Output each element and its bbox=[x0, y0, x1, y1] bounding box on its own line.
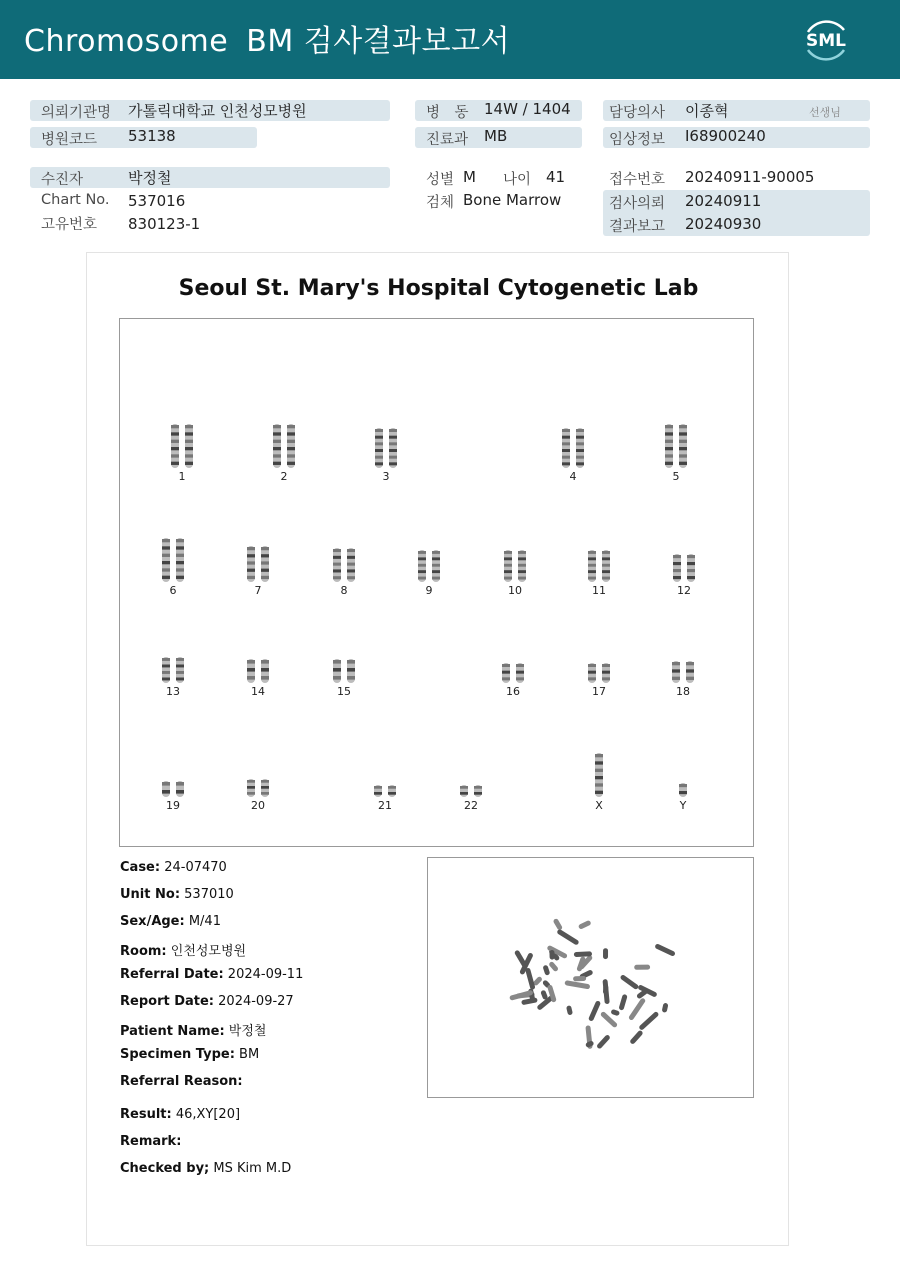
chromosome-pair-7 bbox=[236, 544, 280, 584]
report-field bbox=[120, 1134, 181, 1149]
report-field-label: Referral Date: bbox=[120, 967, 224, 982]
report-field-label: Case: bbox=[120, 860, 161, 875]
karyogram-panel bbox=[119, 318, 754, 847]
chromosome-pair-5 bbox=[654, 422, 698, 470]
report-field-label: Remark: bbox=[120, 1134, 182, 1149]
report-field-label: Result: bbox=[120, 1107, 172, 1122]
report-field bbox=[120, 940, 246, 959]
hospital-code-label: 병원코드 bbox=[41, 132, 98, 148]
chromosome-pair-18 bbox=[661, 659, 705, 685]
chromosome-pair-17 bbox=[577, 661, 621, 685]
age-value: 41 bbox=[546, 168, 566, 186]
hospital-code-value: 53138 bbox=[128, 127, 176, 145]
chromosome-pair-Y bbox=[661, 781, 705, 799]
dept-value: MB bbox=[484, 127, 508, 145]
chromosome-label-14: 14 bbox=[251, 685, 265, 698]
chart-label: Chart No. bbox=[41, 192, 110, 208]
unique-value: 830123-1 bbox=[128, 215, 201, 233]
report-field bbox=[120, 914, 221, 929]
chromosome-pair-1 bbox=[160, 422, 204, 470]
clinical-label: 임상정보 bbox=[609, 132, 666, 148]
report-title bbox=[24, 16, 510, 60]
chromosome-label-21: 21 bbox=[378, 799, 392, 812]
chromosome-pair-21 bbox=[363, 783, 407, 799]
chromosome-label-10: 10 bbox=[508, 584, 522, 597]
doctor-value: 이종혁 bbox=[685, 102, 729, 120]
report-field bbox=[120, 1074, 243, 1089]
report-field bbox=[120, 1047, 259, 1062]
chromosome-label-13: 13 bbox=[166, 685, 180, 698]
report-field-label: Specimen Type: bbox=[120, 1047, 235, 1062]
lab-title: Seoul St. Mary's Hospital Cytogenetic Lab bbox=[178, 276, 699, 301]
report-field-value: BM bbox=[234, 1047, 260, 1062]
chart-value: 537016 bbox=[128, 192, 186, 210]
clinical-value: I68900240 bbox=[685, 127, 766, 145]
institution-value: 가톨릭대학교 인천성모병원 bbox=[128, 102, 307, 120]
chromosome-label-1: 1 bbox=[178, 470, 186, 483]
chromosome-label-18: 18 bbox=[676, 685, 690, 698]
chromosome-label-22: 22 bbox=[464, 799, 478, 812]
chromosome-pair-15 bbox=[322, 657, 366, 685]
metaphase-image bbox=[428, 858, 755, 1099]
specimen-label: 검체 bbox=[426, 195, 455, 211]
chromosome-label-5: 5 bbox=[672, 470, 680, 483]
request-value: 20240911 bbox=[685, 192, 762, 210]
chromosome-label-12: 12 bbox=[677, 584, 691, 597]
patient-value: 박정철 bbox=[128, 169, 172, 187]
svg-text:SML: SML bbox=[806, 31, 846, 51]
report-field bbox=[120, 1161, 291, 1176]
doctor-label: 담당의사 bbox=[609, 105, 666, 121]
report-field bbox=[120, 967, 303, 982]
report-date-value: 20240930 bbox=[685, 215, 762, 233]
specimen-value: Bone Marrow bbox=[463, 191, 562, 209]
report-field-label: Room: bbox=[120, 944, 167, 959]
chromosome-label-11: 11 bbox=[592, 584, 606, 597]
chromosome-label-6: 6 bbox=[169, 584, 177, 597]
report-field-value: 46,XY[20] bbox=[171, 1107, 241, 1122]
chromosome-label-9: 9 bbox=[425, 584, 433, 597]
report-field-value: MS Kim M.D bbox=[209, 1161, 292, 1176]
institution-label: 의뢰기관명 bbox=[41, 105, 112, 121]
unique-label: 고유번호 bbox=[41, 217, 98, 233]
chromosome-pair-6 bbox=[151, 536, 195, 584]
report-field-value: M/41 bbox=[184, 914, 221, 929]
report-date-label: 결과보고 bbox=[609, 219, 666, 235]
report-field-value: 24-07470 bbox=[160, 860, 227, 875]
chromosome-pair-9 bbox=[407, 548, 451, 584]
chromosome-pair-10 bbox=[493, 548, 537, 584]
chromosome-label-X: X bbox=[595, 799, 603, 812]
doctor-suffix: 선생님 bbox=[809, 106, 841, 119]
chromosome-label-15: 15 bbox=[337, 685, 351, 698]
report-field-label: Checked by; bbox=[120, 1161, 210, 1176]
chromosome-pair-2 bbox=[262, 422, 306, 470]
chromosome-label-7: 7 bbox=[254, 584, 262, 597]
chromosome-pair-4 bbox=[551, 426, 595, 470]
patient-row bbox=[30, 167, 390, 188]
request-label: 검사의뢰 bbox=[609, 196, 666, 212]
chromosome-pair-11 bbox=[577, 548, 621, 584]
chromosome-label-20: 20 bbox=[251, 799, 265, 812]
report-field-value: 537010 bbox=[180, 887, 234, 902]
patient-label: 수진자 bbox=[41, 172, 84, 188]
report-field bbox=[120, 1020, 266, 1039]
age-label: 나이 bbox=[503, 172, 532, 188]
chromosome-label-4: 4 bbox=[569, 470, 577, 483]
chromosome-pair-13 bbox=[151, 655, 195, 685]
sex-label: 성별 bbox=[426, 172, 455, 188]
receipt-value: 20240911-90005 bbox=[685, 168, 815, 186]
report-field-value: 박정철 bbox=[224, 1024, 267, 1039]
report-field-label: Referral Reason: bbox=[120, 1074, 243, 1089]
report-field bbox=[120, 1107, 240, 1122]
report-field bbox=[120, 887, 234, 902]
chromosome-label-16: 16 bbox=[506, 685, 520, 698]
header-bar bbox=[0, 0, 900, 79]
report-field bbox=[120, 860, 227, 875]
metaphase-spread bbox=[427, 857, 754, 1098]
ward-value: 14W / 1404 bbox=[484, 100, 571, 118]
chromosome-pair-20 bbox=[236, 777, 280, 799]
chromosome-pair-X bbox=[577, 751, 621, 799]
chromosome-pair-8 bbox=[322, 546, 366, 584]
chromosome-pair-19 bbox=[151, 779, 195, 799]
report-field bbox=[120, 994, 294, 1009]
report-field-label: Sex/Age: bbox=[120, 914, 185, 929]
chromosome-label-8: 8 bbox=[340, 584, 348, 597]
chromosome-pair-14 bbox=[236, 657, 280, 685]
title-sub: BM 검사결과보고서 bbox=[246, 24, 511, 59]
title-main: Chromosome bbox=[24, 24, 229, 59]
sex-value: M bbox=[463, 168, 476, 186]
chromosome-label-17: 17 bbox=[592, 685, 606, 698]
chromosome-label-Y: Y bbox=[679, 799, 687, 812]
chromosome-label-3: 3 bbox=[382, 470, 390, 483]
report-field-value: 2024-09-11 bbox=[223, 967, 304, 982]
sml-logo bbox=[798, 12, 854, 68]
chromosome-label-2: 2 bbox=[280, 470, 288, 483]
chromosome-pair-3 bbox=[364, 426, 408, 470]
chromosome-label-19: 19 bbox=[166, 799, 180, 812]
receipt-label: 접수번호 bbox=[609, 172, 666, 188]
ward-label: 병 동 bbox=[426, 105, 469, 121]
report-field-value: 인천성모병원 bbox=[166, 944, 247, 959]
report-field-label: Unit No: bbox=[120, 887, 181, 902]
report-field-value: 2024-09-27 bbox=[214, 994, 294, 1009]
chromosome-pair-12 bbox=[662, 552, 706, 584]
report-field-label: Report Date: bbox=[120, 994, 215, 1009]
chromosome-pair-16 bbox=[491, 661, 535, 685]
chromosome-pair-22 bbox=[449, 783, 493, 799]
report-field-label: Patient Name: bbox=[120, 1024, 225, 1039]
dept-label: 진료과 bbox=[426, 132, 469, 148]
